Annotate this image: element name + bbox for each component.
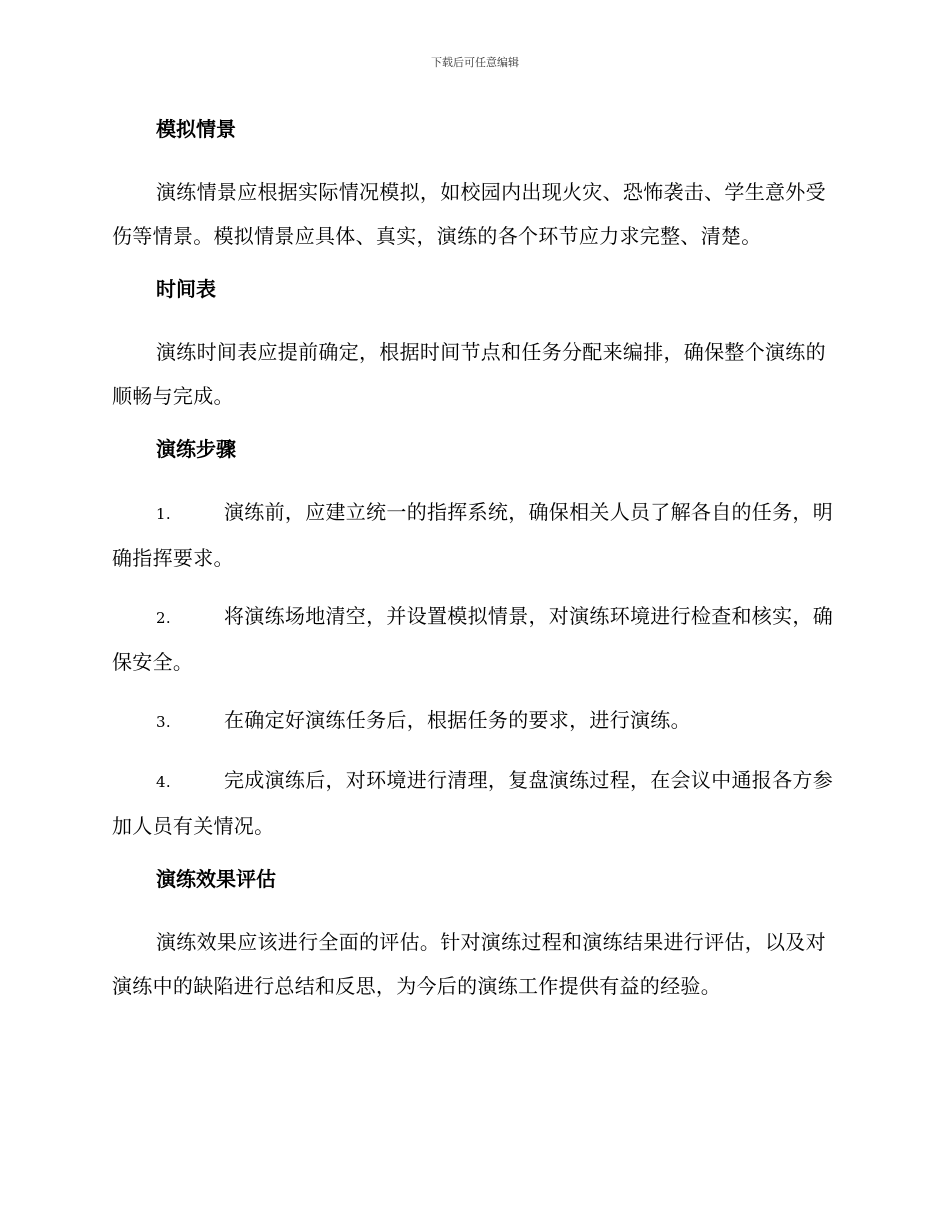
step-item xyxy=(112,490,834,580)
step-text: 演练前，应建立统一的指挥系统，确保相关人员了解各自的任务，明确指挥要求。 xyxy=(112,500,833,570)
step-text: 在确定好演练任务后，根据任务的要求，进行演练。 xyxy=(224,708,691,732)
section-heading-schedule: 时间表 xyxy=(156,277,216,301)
document-body xyxy=(112,112,834,1022)
section-heading-evaluation: 演练效果评估 xyxy=(156,867,276,891)
page-header-note: 下载后可任意编辑 xyxy=(431,56,519,69)
section-body-scenario: 演练情景应根据实际情况模拟，如校园内出现火灾、恐怖袭击、学生意外受伤等情景。模拟情景应具体、真实，演练的各个环节应力求完整、清楚。 xyxy=(112,180,826,248)
section-body-evaluation: 演练效果应该进行全面的评估。针对演练过程和演练结果进行评估，以及对演练中的缺陷进行总结和反思，为今后的演练工作提供有益的经验。 xyxy=(112,930,826,998)
step-text: 将演练场地清空，并设置模拟情景，对演练环境进行检查和核实，确保安全。 xyxy=(112,604,833,674)
step-number: 2. xyxy=(156,609,171,627)
step-number: 3. xyxy=(156,713,171,731)
section-heading-scenario: 模拟情景 xyxy=(156,117,236,141)
section-body-schedule: 演练时间表应提前确定，根据时间节点和任务分配来编排，确保整个演练的顺畅与完成。 xyxy=(112,340,826,408)
section-heading-steps: 演练步骤 xyxy=(156,437,236,461)
step-item xyxy=(112,698,834,744)
step-number: 4. xyxy=(156,773,171,791)
step-item xyxy=(112,594,834,684)
step-item xyxy=(112,758,834,848)
step-text: 完成演练后，对环境进行清理，复盘演练过程，在会议中通报各方参加人员有关情况。 xyxy=(112,768,833,838)
step-number: 1. xyxy=(156,505,171,523)
